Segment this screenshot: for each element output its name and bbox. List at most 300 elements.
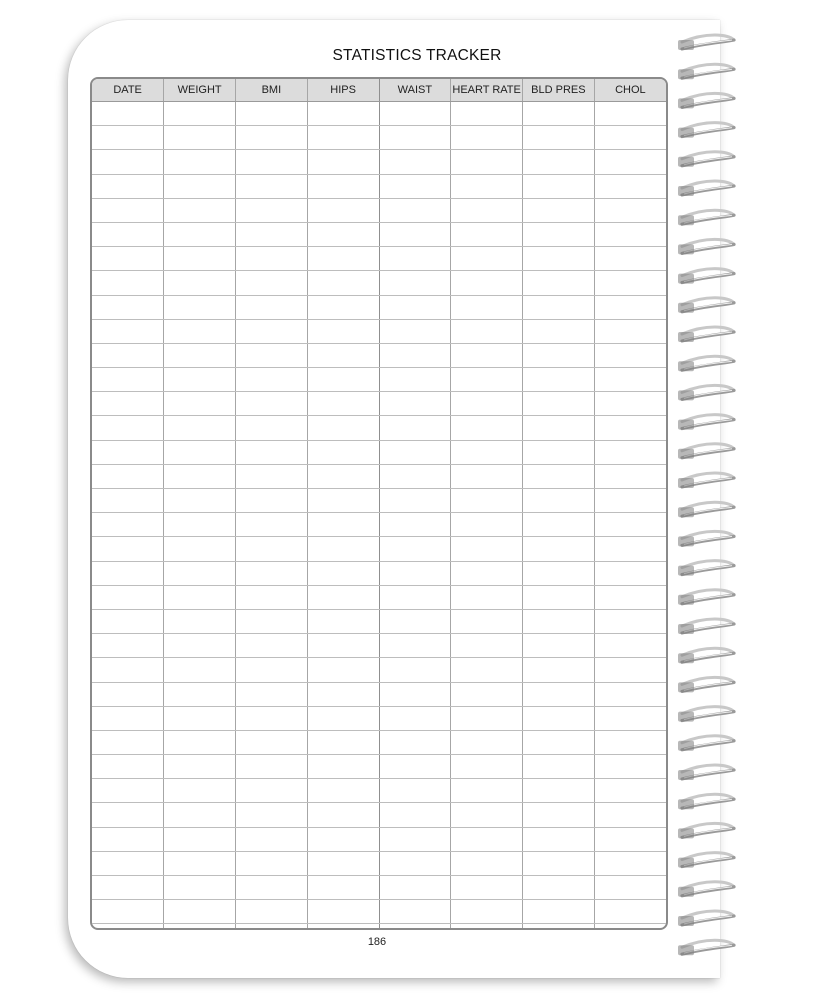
table-cell	[594, 295, 666, 319]
table-cell	[236, 803, 308, 827]
table-cell	[594, 585, 666, 609]
statistics-table	[92, 79, 666, 930]
spiral-coil-icon	[678, 239, 734, 254]
spiral-coil-icon	[678, 590, 734, 605]
table-cell	[379, 392, 451, 416]
spiral-coil-icon	[678, 648, 734, 663]
table-cell	[379, 416, 451, 440]
table-cell	[594, 561, 666, 585]
table-cell	[594, 682, 666, 706]
table-cell	[523, 464, 595, 488]
table-cell	[523, 876, 595, 900]
table-cell	[92, 658, 164, 682]
table-cell	[92, 319, 164, 343]
table-cell	[594, 827, 666, 851]
table-cell	[164, 658, 236, 682]
table-cell	[164, 343, 236, 367]
table-row	[92, 585, 666, 609]
column-header-date: DATE	[92, 79, 164, 102]
table-cell	[92, 126, 164, 150]
table-cell	[451, 102, 523, 126]
table-cell	[164, 247, 236, 271]
table-cell	[379, 827, 451, 851]
table-cell	[236, 876, 308, 900]
table-cell	[92, 876, 164, 900]
table-cell	[92, 222, 164, 246]
spiral-coil-icon	[678, 473, 734, 488]
table-cell	[164, 416, 236, 440]
table-row	[92, 658, 666, 682]
table-cell	[92, 271, 164, 295]
table-cell	[523, 634, 595, 658]
table-cell	[451, 900, 523, 924]
table-cell	[307, 803, 379, 827]
table-cell	[236, 392, 308, 416]
table-cell	[236, 416, 308, 440]
table-row	[92, 513, 666, 537]
table-cell	[307, 561, 379, 585]
table-cell	[451, 537, 523, 561]
table-cell	[307, 416, 379, 440]
spiral-coil-icon	[678, 123, 734, 138]
table-cell	[236, 609, 308, 633]
table-cell	[307, 755, 379, 779]
table-cell	[92, 634, 164, 658]
table-cell	[236, 247, 308, 271]
table-cell	[164, 271, 236, 295]
table-cell	[594, 319, 666, 343]
spiral-binding-icon	[676, 30, 756, 970]
table-cell	[307, 609, 379, 633]
table-cell	[379, 174, 451, 198]
table-cell	[379, 851, 451, 875]
table-cell	[92, 489, 164, 513]
table-cell	[164, 706, 236, 730]
table-cell	[523, 150, 595, 174]
table-cell	[523, 126, 595, 150]
table-cell	[164, 319, 236, 343]
table-cell	[307, 368, 379, 392]
table-cell	[164, 779, 236, 803]
table-cell	[307, 537, 379, 561]
table-cell	[236, 706, 308, 730]
spiral-coil-icon	[678, 64, 734, 79]
table-cell	[164, 682, 236, 706]
table-cell	[307, 706, 379, 730]
table-cell	[594, 609, 666, 633]
table-cell	[379, 779, 451, 803]
table-cell	[379, 585, 451, 609]
spiral-coil-icon	[678, 765, 734, 780]
table-cell	[523, 730, 595, 754]
table-cell	[92, 464, 164, 488]
table-cell	[379, 150, 451, 174]
table-cell	[523, 851, 595, 875]
table-cell	[307, 222, 379, 246]
table-cell	[594, 198, 666, 222]
table-cell	[379, 658, 451, 682]
table-cell	[307, 900, 379, 924]
table-cell	[164, 222, 236, 246]
table-cell	[307, 658, 379, 682]
table-cell	[236, 561, 308, 585]
table-row	[92, 126, 666, 150]
table-cell	[379, 730, 451, 754]
table-cell	[451, 271, 523, 295]
table-cell	[164, 150, 236, 174]
table-cell	[307, 247, 379, 271]
table-row	[92, 900, 666, 924]
table-cell	[451, 343, 523, 367]
table-cell	[379, 513, 451, 537]
table-cell	[164, 755, 236, 779]
table-cell	[523, 392, 595, 416]
table-cell	[92, 779, 164, 803]
table-cell	[92, 174, 164, 198]
table-row	[92, 102, 666, 126]
column-header-waist: WAIST	[379, 79, 451, 102]
table-cell	[451, 319, 523, 343]
table-cell	[379, 102, 451, 126]
table-cell	[523, 271, 595, 295]
table-cell	[307, 319, 379, 343]
table-cell	[307, 440, 379, 464]
table-row	[92, 779, 666, 803]
table-cell	[164, 513, 236, 537]
table-cell	[594, 174, 666, 198]
table-cell	[236, 174, 308, 198]
table-cell	[451, 489, 523, 513]
table-cell	[379, 755, 451, 779]
table-cell	[92, 537, 164, 561]
table-cell	[92, 440, 164, 464]
table-cell	[451, 513, 523, 537]
table-cell	[236, 222, 308, 246]
table-row	[92, 368, 666, 392]
table-cell	[379, 126, 451, 150]
table-cell	[92, 343, 164, 367]
table-row	[92, 561, 666, 585]
table-cell	[451, 198, 523, 222]
table-cell	[379, 295, 451, 319]
table-cell	[523, 924, 595, 930]
table-cell	[236, 368, 308, 392]
table-cell	[379, 464, 451, 488]
spiral-coil-icon	[678, 356, 734, 371]
table-cell	[451, 876, 523, 900]
table-cell	[594, 755, 666, 779]
spiral-coil-icon	[678, 181, 734, 196]
table-cell	[236, 464, 308, 488]
column-header-heart-rate: HEART RATE	[451, 79, 523, 102]
table-cell	[379, 247, 451, 271]
table-row	[92, 150, 666, 174]
table-cell	[164, 126, 236, 150]
table-cell	[594, 658, 666, 682]
table-cell	[92, 392, 164, 416]
table-cell	[523, 440, 595, 464]
spiral-coil-icon	[678, 502, 734, 517]
table-cell	[379, 489, 451, 513]
table-cell	[451, 295, 523, 319]
table-cell	[451, 706, 523, 730]
table-cell	[307, 489, 379, 513]
table-row	[92, 222, 666, 246]
table-cell	[92, 513, 164, 537]
table-cell	[307, 634, 379, 658]
table-cell	[164, 730, 236, 754]
table-row	[92, 464, 666, 488]
table-row	[92, 827, 666, 851]
table-cell	[164, 851, 236, 875]
table-cell	[379, 319, 451, 343]
table-cell	[92, 827, 164, 851]
spiral-coil-icon	[678, 794, 734, 809]
table-row	[92, 174, 666, 198]
table-cell	[451, 126, 523, 150]
spiral-coil-icon	[678, 298, 734, 313]
table-cell	[236, 271, 308, 295]
table-cell	[92, 368, 164, 392]
table-cell	[594, 222, 666, 246]
table-cell	[451, 464, 523, 488]
table-cell	[523, 102, 595, 126]
statistics-table-frame	[90, 77, 668, 930]
table-row	[92, 537, 666, 561]
spiral-coil-icon	[678, 531, 734, 546]
table-cell	[379, 924, 451, 930]
spiral-coil-icon	[678, 93, 734, 108]
table-cell	[379, 682, 451, 706]
table-cell	[379, 900, 451, 924]
table-cell	[379, 537, 451, 561]
table-cell	[92, 803, 164, 827]
table-cell	[236, 682, 308, 706]
table-cell	[236, 851, 308, 875]
spiral-coil-icon	[678, 35, 734, 50]
table-cell	[236, 440, 308, 464]
table-cell	[307, 851, 379, 875]
table-cell	[451, 730, 523, 754]
table-cell	[307, 827, 379, 851]
table-cell	[523, 174, 595, 198]
table-cell	[594, 924, 666, 930]
spiral-coil-icon	[678, 385, 734, 400]
table-cell	[307, 150, 379, 174]
table-cell	[307, 464, 379, 488]
table-cell	[307, 924, 379, 930]
table-cell	[92, 609, 164, 633]
table-cell	[451, 779, 523, 803]
table-cell	[523, 585, 595, 609]
table-cell	[594, 271, 666, 295]
table-cell	[307, 102, 379, 126]
table-cell	[451, 368, 523, 392]
table-row	[92, 682, 666, 706]
table-cell	[451, 682, 523, 706]
spiral-coil-icon	[678, 152, 734, 167]
table-cell	[236, 295, 308, 319]
table-cell	[523, 682, 595, 706]
spiral-coil-icon	[678, 415, 734, 430]
table-cell	[307, 126, 379, 150]
table-cell	[594, 416, 666, 440]
table-row	[92, 392, 666, 416]
table-cell	[523, 827, 595, 851]
table-cell	[523, 319, 595, 343]
table-row	[92, 247, 666, 271]
table-cell	[164, 634, 236, 658]
table-cell	[236, 537, 308, 561]
table-cell	[451, 561, 523, 585]
table-cell	[92, 755, 164, 779]
table-cell	[307, 271, 379, 295]
table-cell	[451, 222, 523, 246]
table-cell	[451, 609, 523, 633]
table-row	[92, 730, 666, 754]
table-cell	[92, 851, 164, 875]
table-row	[92, 489, 666, 513]
table-row	[92, 755, 666, 779]
table-row	[92, 851, 666, 875]
table-cell	[92, 561, 164, 585]
table-cell	[307, 392, 379, 416]
table-row	[92, 876, 666, 900]
table-cell	[164, 464, 236, 488]
spiral-coil-icon	[678, 210, 734, 225]
table-row	[92, 198, 666, 222]
spiral-coil-icon	[678, 677, 734, 692]
table-header-row	[92, 79, 666, 102]
table-cell	[164, 537, 236, 561]
table-cell	[164, 440, 236, 464]
table-cell	[523, 489, 595, 513]
table-row	[92, 440, 666, 464]
table-cell	[236, 634, 308, 658]
table-cell	[594, 851, 666, 875]
spiral-coil-icon	[678, 853, 734, 868]
table-cell	[523, 513, 595, 537]
table-cell	[451, 174, 523, 198]
table-cell	[164, 924, 236, 930]
table-cell	[594, 343, 666, 367]
table-cell	[523, 609, 595, 633]
table-cell	[594, 730, 666, 754]
table-cell	[379, 634, 451, 658]
table-cell	[451, 658, 523, 682]
table-cell	[307, 730, 379, 754]
table-cell	[307, 174, 379, 198]
table-cell	[307, 682, 379, 706]
spiral-coil-icon	[678, 911, 734, 926]
table-cell	[164, 561, 236, 585]
table-cell	[523, 537, 595, 561]
table-row	[92, 295, 666, 319]
table-cell	[594, 464, 666, 488]
table-cell	[523, 803, 595, 827]
spiral-coil-icon	[678, 940, 734, 955]
table-cell	[451, 851, 523, 875]
table-cell	[451, 827, 523, 851]
table-cell	[164, 392, 236, 416]
table-cell	[379, 343, 451, 367]
page-title: STATISTICS TRACKER	[332, 47, 502, 64]
table-cell	[451, 247, 523, 271]
table-row	[92, 609, 666, 633]
table-cell	[594, 513, 666, 537]
table-cell	[236, 343, 308, 367]
table-cell	[164, 900, 236, 924]
table-cell	[236, 900, 308, 924]
table-row	[92, 416, 666, 440]
table-cell	[594, 537, 666, 561]
page-number: 186	[367, 936, 387, 948]
table-cell	[92, 585, 164, 609]
table-cell	[307, 513, 379, 537]
table-cell	[594, 779, 666, 803]
table-cell	[523, 416, 595, 440]
table-cell	[451, 392, 523, 416]
table-cell	[164, 198, 236, 222]
table-cell	[307, 198, 379, 222]
table-cell	[523, 561, 595, 585]
table-cell	[236, 730, 308, 754]
spiral-coil-icon	[678, 736, 734, 751]
table-cell	[594, 102, 666, 126]
table-cell	[236, 585, 308, 609]
table-cell	[523, 706, 595, 730]
table-cell	[594, 876, 666, 900]
table-cell	[236, 513, 308, 537]
table-cell	[307, 295, 379, 319]
spiral-coil-icon	[678, 882, 734, 897]
table-cell	[164, 295, 236, 319]
spiral-coil-icon	[678, 823, 734, 838]
table-cell	[307, 343, 379, 367]
table-cell	[523, 222, 595, 246]
table-cell	[92, 924, 164, 930]
table-cell	[379, 198, 451, 222]
column-header-bld-pres: BLD PRES	[523, 79, 595, 102]
table-cell	[451, 416, 523, 440]
table-cell	[594, 489, 666, 513]
table-cell	[379, 222, 451, 246]
table-cell	[379, 271, 451, 295]
table-row	[92, 803, 666, 827]
table-cell	[92, 295, 164, 319]
table-cell	[379, 706, 451, 730]
table-cell	[523, 779, 595, 803]
table-cell	[379, 368, 451, 392]
table-cell	[594, 634, 666, 658]
table-cell	[236, 827, 308, 851]
spiral-coil-icon	[678, 619, 734, 634]
table-cell	[379, 561, 451, 585]
table-body	[92, 102, 666, 931]
table-cell	[236, 198, 308, 222]
table-cell	[523, 247, 595, 271]
spiral-coil-icon	[678, 327, 734, 342]
table-cell	[236, 126, 308, 150]
table-cell	[236, 924, 308, 930]
column-header-chol: CHOL	[594, 79, 666, 102]
table-cell	[236, 102, 308, 126]
table-cell	[594, 247, 666, 271]
table-cell	[92, 730, 164, 754]
table-cell	[594, 150, 666, 174]
table-cell	[164, 609, 236, 633]
table-cell	[307, 779, 379, 803]
